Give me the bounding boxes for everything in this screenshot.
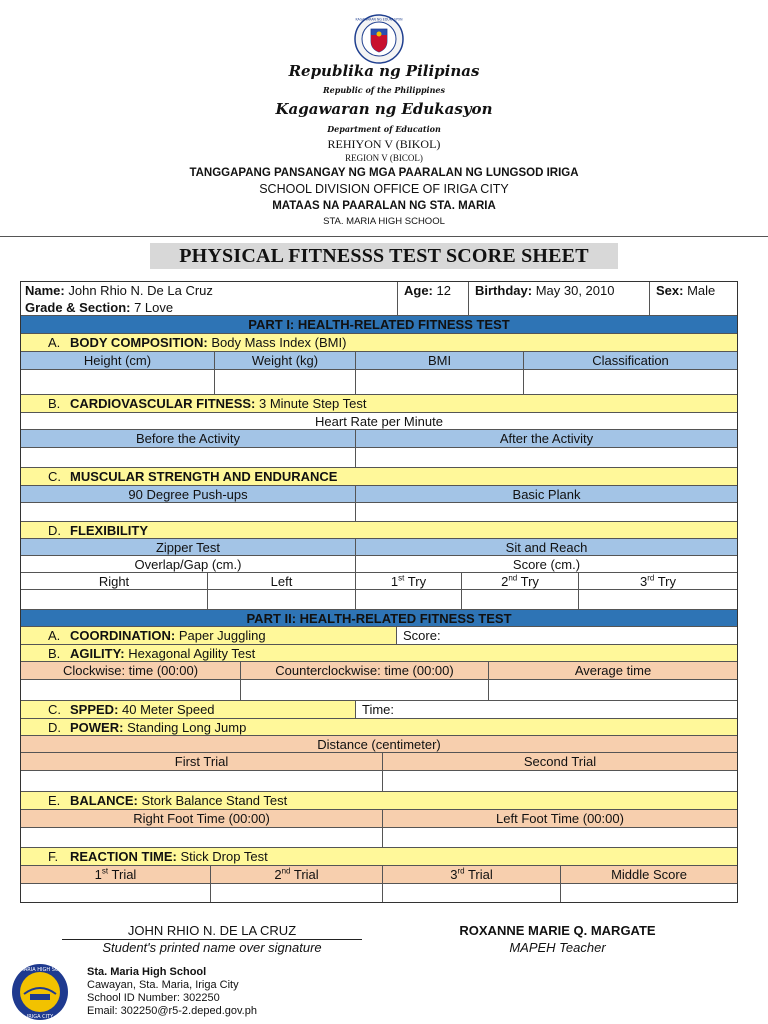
- part1-a-desc: Body Mass Index (BMI): [211, 335, 347, 350]
- teacher-caption: MAPEH Teacher: [509, 940, 606, 955]
- weight-header: Weight (kg): [215, 352, 356, 369]
- letterhead: [0, 0, 768, 240]
- header-line-2: Republic of the Philippines: [322, 85, 445, 95]
- part1-a-prefix: A.: [48, 335, 61, 350]
- part2-e-label: BALANCE:: [70, 793, 138, 808]
- flexibility-header-row: [21, 539, 737, 556]
- bmi-value[interactable]: [356, 370, 524, 394]
- trial2-header: 2nd Trial: [211, 866, 383, 883]
- part1-d-row: [21, 522, 737, 539]
- balance-value-row: [21, 828, 737, 848]
- balance-header-row: [21, 810, 737, 828]
- counterclockwise-header: Counterclockwise: time (00:00): [241, 662, 489, 679]
- header-line-7: TANGGAPANG PANSANGAY NG MGA PAARALAN NG LUNGSOD IRIGA: [189, 167, 579, 179]
- part1-a-row: [21, 334, 737, 352]
- part2-a-desc: Paper Juggling: [178, 628, 266, 643]
- part2-b-prefix: B.: [48, 646, 61, 661]
- part2-c-desc: 40 Meter Speed: [122, 702, 215, 717]
- sex-value[interactable]: Male: [687, 283, 716, 298]
- sit-reach-try3-value[interactable]: [579, 590, 737, 609]
- part1-a-label: BODY COMPOSITION:: [70, 335, 208, 350]
- age-label: Age:: [404, 283, 433, 298]
- header-line-6: REGION V (BICOL): [345, 153, 423, 163]
- part2-f-label: REACTION TIME:: [70, 849, 177, 864]
- header-line-9: MATAAS NA PAARALAN NG STA. MARIA: [272, 200, 496, 212]
- before-activity-header: Before the Activity: [21, 430, 356, 447]
- coordination-score-label: Score:: [403, 628, 441, 643]
- footer-address: Cawayan, Sta. Maria, Iriga City: [87, 979, 239, 991]
- footer-school: Sta. Maria High School: [87, 966, 207, 978]
- after-activity-header: After the Activity: [499, 431, 594, 446]
- grade-section[interactable]: 7 Love: [134, 300, 174, 315]
- speed-time-label: Time:: [362, 702, 395, 717]
- flexibility-trial-header-row: [21, 573, 737, 590]
- plank-value[interactable]: [356, 503, 737, 521]
- part1-b-row: [21, 395, 737, 413]
- first-trial-header: First Trial: [21, 753, 383, 770]
- part2-d-row: [21, 719, 737, 736]
- weight-value[interactable]: [215, 370, 356, 394]
- teacher-name: ROXANNE MARIE Q. MARGATE: [459, 923, 656, 938]
- part1-b-label: CARDIOVASCULAR FITNESS:: [70, 396, 256, 411]
- counterclockwise-value[interactable]: [241, 680, 489, 700]
- header-line-10: STA. MARIA HIGH SCHOOL: [323, 216, 445, 227]
- part2-b-label: AGILITY:: [70, 646, 125, 661]
- part2-b-desc: Hexagonal Agility Test: [128, 646, 256, 661]
- average-time-value[interactable]: [489, 680, 737, 700]
- part1-title: PART I: HEALTH-RELATED FITNESS TEST: [21, 316, 737, 334]
- distance-subheader: Distance (centimeter): [21, 736, 737, 753]
- power-value-row: [21, 771, 737, 792]
- header-line-5: REHIYON V (BIKOL): [327, 137, 441, 151]
- power-header-row: [21, 753, 737, 771]
- part2-a-prefix: A.: [48, 628, 61, 643]
- trial1-header: 1st Trial: [21, 866, 211, 883]
- clockwise-value[interactable]: [21, 680, 241, 700]
- student-name[interactable]: John Rhio N. De La Cruz: [68, 283, 213, 298]
- agility-value-row: [21, 680, 737, 701]
- header-divider: [0, 236, 768, 237]
- try1-header: 1st Try: [356, 573, 462, 589]
- score-sheet-table: [20, 281, 738, 903]
- part2-f-row: [21, 848, 737, 866]
- part2-e-row: [21, 792, 737, 810]
- classification-header: Classification: [592, 353, 669, 368]
- part2-d-desc: Standing Long Jump: [127, 720, 247, 735]
- part1-c-prefix: C.: [48, 469, 61, 484]
- second-trial-header: Second Trial: [523, 754, 597, 769]
- flexibility-subheader-row: [21, 556, 737, 573]
- part2-c-label: SPPED:: [70, 702, 119, 717]
- name-cell: [21, 282, 398, 315]
- part2-a-row: [21, 627, 737, 645]
- school-logo-icon: [6, 962, 74, 1022]
- part2-f-desc: Stick Drop Test: [180, 849, 268, 864]
- left-header: Left: [208, 573, 356, 589]
- trial3-header: 3rd Trial: [383, 866, 561, 883]
- header-line-1: Republika ng Pilipinas: [288, 62, 480, 80]
- trial2-value[interactable]: [211, 884, 383, 902]
- height-value[interactable]: [21, 370, 215, 394]
- zipper-test-header: Zipper Test: [21, 539, 356, 555]
- signature-block: [0, 918, 768, 968]
- agility-header-row: [21, 662, 737, 680]
- name-label: Name:: [25, 283, 65, 298]
- header-line-8: SCHOOL DIVISION OFFICE OF IRIGA CITY: [259, 182, 509, 196]
- speed-label-cell: [21, 701, 356, 718]
- logo-city: IRIGA CITY: [26, 1014, 54, 1020]
- age-value[interactable]: 12: [436, 283, 451, 298]
- grade-label: Grade & Section:: [25, 300, 131, 315]
- height-header: Height (cm): [21, 352, 215, 369]
- sex-label: Sex:: [656, 283, 684, 298]
- part2-title: PART II: HEALTH-RELATED FITNESS TEST: [21, 610, 737, 627]
- reaction-value-row: [21, 884, 737, 902]
- muscular-header-row: [21, 486, 737, 503]
- after-activity-value[interactable]: [356, 448, 737, 467]
- bmi-header: BMI: [356, 352, 524, 369]
- sit-reach-try1-value[interactable]: [356, 590, 462, 609]
- heart-rate-value-row: [21, 448, 737, 468]
- pushups-value[interactable]: [21, 503, 356, 521]
- part1-d-label: FLEXIBILITY: [70, 523, 148, 538]
- part1-c-label: MUSCULAR STRENGTH AND ENDURANCE: [70, 469, 338, 484]
- part2-e-desc: Stork Balance Stand Test: [141, 793, 288, 808]
- first-trial-value[interactable]: [21, 771, 383, 791]
- footer: [0, 962, 768, 1024]
- second-trial-value[interactable]: [383, 771, 737, 791]
- bmi-value-row: [21, 370, 737, 395]
- sex-cell: [650, 282, 737, 315]
- birthday-label: Birthday:: [475, 283, 533, 298]
- student-info-row: [21, 282, 737, 316]
- age-cell: [398, 282, 469, 315]
- trial1-value[interactable]: [21, 884, 211, 902]
- page-title: PHYSICAL FITNESSS TEST SCORE SHEET: [150, 243, 618, 269]
- left-foot-header: Left Foot Time (00:00): [496, 811, 624, 826]
- trial3-value[interactable]: [383, 884, 561, 902]
- reaction-header-row: [21, 866, 737, 884]
- flexibility-value-row: [21, 590, 737, 610]
- footer-email[interactable]: Email: 302250@r5-2.deped.gov.ph: [87, 1005, 257, 1017]
- plank-header: Basic Plank: [512, 487, 581, 502]
- birthday-cell: [469, 282, 650, 315]
- part2-e-prefix: E.: [48, 793, 61, 808]
- part2-c-row: [21, 701, 737, 719]
- middle-score-header: Middle Score: [611, 867, 687, 882]
- speed-time-cell[interactable]: [356, 701, 737, 718]
- sit-reach-header: Sit and Reach: [505, 540, 588, 555]
- part2-f-prefix: F.: [48, 849, 59, 864]
- part2-c-prefix: C.: [48, 702, 61, 717]
- part1-d-prefix: D.: [48, 523, 61, 538]
- before-activity-value[interactable]: [21, 448, 356, 467]
- right-foot-value[interactable]: [21, 828, 383, 847]
- heart-rate-header-row: [21, 430, 737, 448]
- try2-header: 2nd Try: [462, 573, 579, 589]
- birthday-value[interactable]: May 30, 2010: [535, 283, 615, 298]
- part2-d-prefix: D.: [48, 720, 61, 735]
- part2-a-label: COORDINATION:: [70, 628, 176, 643]
- bmi-header-row: [21, 352, 737, 370]
- header-line-4: Department of Education: [327, 124, 441, 134]
- deped-seal-icon: [354, 14, 404, 64]
- footer-school-id: School ID Number: 302250: [87, 992, 220, 1004]
- zipper-right-value[interactable]: [21, 590, 208, 609]
- header-line-3: Kagawaran ng Edukasyon: [275, 100, 493, 118]
- seal-text: KAGAWARAN NG EDUKASYON: [355, 17, 403, 22]
- right-foot-header: Right Foot Time (00:00): [21, 810, 383, 827]
- score-cm-header: Score (cm.): [512, 557, 581, 572]
- average-time-header: Average time: [574, 663, 652, 678]
- part2-d-label: POWER:: [70, 720, 124, 735]
- left-foot-value[interactable]: [383, 828, 737, 847]
- logo-text: STA. MARIA HIGH SCHOOL: [7, 967, 73, 973]
- pushups-header: 90 Degree Push-ups: [21, 486, 356, 502]
- student-printed-name: JOHN RHIO N. DE LA CRUZ: [62, 923, 362, 940]
- student-caption: Student's printed name over signature: [102, 940, 322, 955]
- middle-score-value[interactable]: [561, 884, 737, 902]
- right-header: Right: [21, 573, 208, 589]
- zipper-left-value[interactable]: [208, 590, 356, 609]
- part1-b-desc: 3 Minute Step Test: [259, 396, 367, 411]
- part1-c-row: [21, 468, 737, 486]
- part1-b-prefix: B.: [48, 396, 61, 411]
- try3-header: 3rd Try: [639, 573, 677, 589]
- coordination-label-cell: [21, 627, 397, 644]
- heart-rate-subheader: Heart Rate per Minute: [21, 413, 737, 430]
- coordination-score-cell[interactable]: [397, 627, 737, 644]
- overlap-gap-header: Overlap/Gap (cm.): [21, 556, 356, 572]
- part2-b-row: [21, 645, 737, 662]
- classification-value[interactable]: [524, 370, 737, 394]
- muscular-value-row: [21, 503, 737, 522]
- sit-reach-try2-value[interactable]: [462, 590, 579, 609]
- clockwise-header: Clockwise: time (00:00): [21, 662, 241, 679]
